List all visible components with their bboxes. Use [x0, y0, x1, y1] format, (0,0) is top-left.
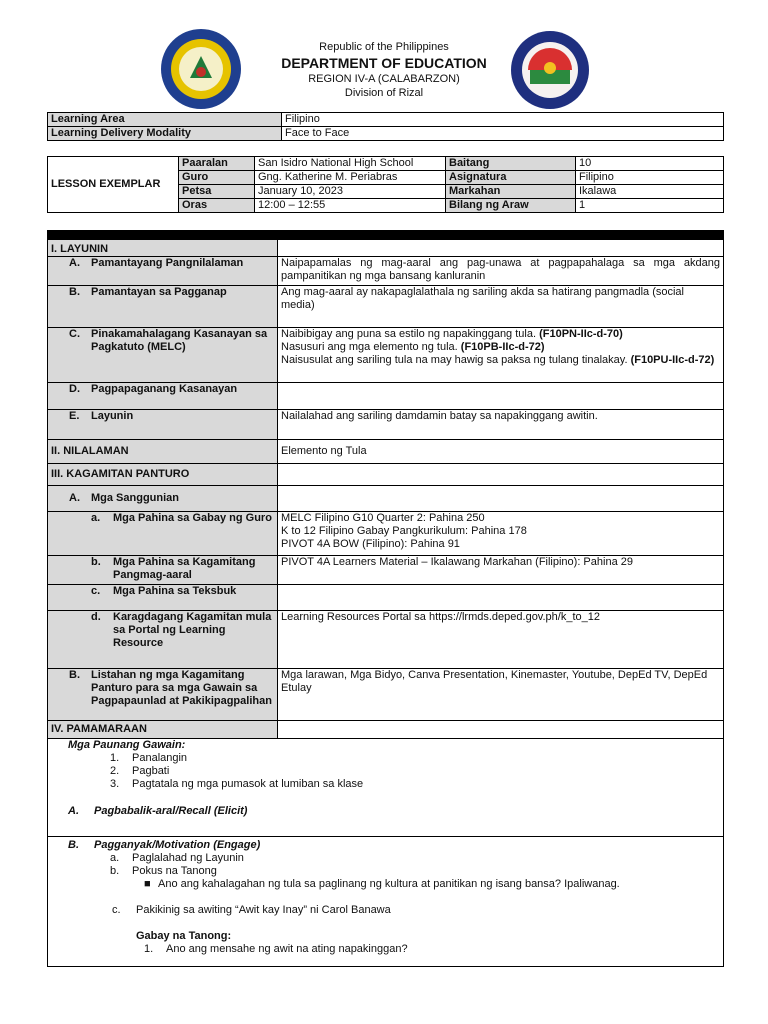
recall-heading: A. Pagbabalik-aral/Recall (Elicit) — [68, 805, 248, 817]
paunang-gawain-cell: Mga Paunang Gawain: 1. Panalangin 2. Pagbati 3. Pagtatala ng mga pumasok at lumiban sa klase A. Pagbabalik-aral/Recall (Elicit) — [48, 739, 724, 837]
row-b-label: B. Pamantayan sa Pagganap — [48, 286, 278, 328]
department-line: DEPARTMENT OF EDUCATION — [281, 55, 487, 71]
learning-area-value: Filipino — [282, 113, 724, 127]
list-item: Pagbati — [132, 765, 170, 777]
gabay-guro-label: a. Mga Pahina sa Gabay ng Guro — [48, 512, 278, 556]
portal-value: Learning Resources Portal sa https://lrmds.deped.gov.ph/k_to_12 — [278, 611, 724, 669]
row-b-value: Ang mag-aaral ay nakapaglalathala ng sariling akda sa hatirang pangmadla (social media) — [278, 286, 724, 328]
main-lesson-table — [47, 230, 724, 967]
listahan-label: B. Listahan ng mga Kagamitang Panturo para sa mga Gawain sa Pagpapaunlad at Pakikipagpalihan — [48, 669, 278, 721]
teksbuk-label: c. Mga Pahina sa Teksbuk — [48, 585, 278, 611]
bullet-icon: ■ — [144, 878, 151, 890]
kagamitan-heading: III. KAGAMITAN PANTURO — [48, 464, 278, 486]
lesson-info-table — [47, 156, 724, 213]
list-item: Ano ang mensahe ng awit na ating napakinggan? — [166, 943, 408, 955]
info-value: San Isidro National High School — [255, 157, 446, 171]
row-c-value: Naibibigay ang puna sa estilo ng napakinggang tula. (F10PN-IIc-d-70) Nasusuri ang mga elemento ng tula. (F10PB-IIc-d-72) Naisusulat ang sariling tula na may hawig sa paksa ng tulang tinalakay. (F10PU-IIc-d-72) — [278, 328, 724, 383]
info-value: January 10, 2023 — [255, 185, 446, 199]
list-item: Panalangin — [132, 752, 188, 764]
list-item: Pakikinig sa awiting “Awit kay Inay” ni Carol Banawa — [136, 904, 391, 916]
modality-label: Learning Delivery Modality — [48, 127, 282, 141]
gabay-tanong-heading: Gabay na Tanong: — [136, 930, 232, 942]
info-label: Paaralan — [179, 157, 255, 171]
portal-label: d. Karagdagang Kagamitan mula sa Portal ng Learning Resource — [48, 611, 278, 669]
row-e-value: Nailalahad ang sariling damdamin batay sa napakinggang awitin. — [278, 410, 724, 440]
gabay-guro-value: MELC Filipino G10 Quarter 2: Pahina 250 K to 12 Filipino Gabay Pangkurikulum: Pahina 178 PIVOT 4A BOW (Filipino): Pahina 91 — [278, 512, 724, 556]
list-item: Pagtatala ng mga pumasok at lumiban sa klase — [132, 778, 364, 790]
info-value: 10 — [576, 157, 724, 171]
layunin-heading: I. LAYUNIN — [48, 240, 278, 257]
header-bar — [48, 231, 724, 240]
row-c-label: C. Pinakamahalagang Kasanayan sa Pagkatuto (MELC) — [48, 328, 278, 383]
info-label: Asignatura — [446, 171, 576, 185]
region-line: REGION IV-A (CALABARZON) — [308, 73, 460, 85]
document-header — [0, 40, 768, 100]
modality-value: Face to Face — [282, 127, 724, 141]
info-label: Bilang ng Araw — [446, 199, 576, 213]
republic-line: Republic of the Philippines — [319, 41, 449, 53]
motivation-heading: B. Pagganyak/Motivation (Engage) — [68, 839, 261, 851]
pamamaraan-heading: IV. PAMAMARAAN — [48, 721, 278, 739]
lesson-exemplar-title: LESSON EXEMPLAR — [48, 157, 179, 213]
kagamitang-mag-aaral-label: b. Mga Pahina sa Kagamitang Pangmag-aaral — [48, 556, 278, 585]
info-label: Petsa — [179, 185, 255, 199]
list-item: Pokus na Tanong — [132, 865, 217, 877]
row-e-label: E. Layunin — [48, 410, 278, 440]
info-value: Ikalawa — [576, 185, 724, 199]
info-value: Gng. Katherine M. Periabras — [255, 171, 446, 185]
pokus-question: Ano ang kahalagahan ng tula sa paglinang ng kultura at panitikan ng isang bansa? Ipaliwanag. — [158, 878, 620, 890]
row-a-value: Naipapamalas ng mag-aaral ang pag-unawa at pagpapahalaga sa mga akdang pampanitikan ng mga bansang kanluranin — [278, 257, 724, 286]
listahan-value: Mga larawan, Mga Bidyo, Canva Presentation, Kinemaster, Youtube, DepEd TV, DepEd Etulay — [278, 669, 724, 721]
list-item: Paglalahad ng Layunin — [132, 852, 244, 864]
info-label: Guro — [179, 171, 255, 185]
row-a-label: A. Pamantayang Pangnilalaman — [48, 257, 278, 286]
info-label: Baitang — [446, 157, 576, 171]
nilalaman-value: Elemento ng Tula — [278, 440, 724, 464]
paunang-gawain-heading: Mga Paunang Gawain: — [68, 739, 186, 751]
info-value: Filipino — [576, 171, 724, 185]
division-line: Division of Rizal — [344, 87, 424, 99]
nilalaman-heading: II. NILALAMAN — [48, 440, 278, 464]
learning-area-table — [47, 112, 724, 141]
info-value: 1 — [576, 199, 724, 213]
kagamitang-mag-aaral-value: PIVOT 4A Learners Material – Ikalawang Markahan (Filipino): Pahina 29 — [278, 556, 724, 585]
learning-area-label: Learning Area — [48, 113, 282, 127]
info-value: 12:00 – 12:55 — [255, 199, 446, 213]
info-label: Oras — [179, 199, 255, 213]
sanggunian-label: A. Mga Sanggunian — [48, 486, 278, 512]
row-d-label: D. Pagpapaganang Kasanayan — [48, 383, 278, 410]
pagganyak-cell: B. Pagganyak/Motivation (Engage) a. Paglalahad ng Layunin b. Pokus na Tanong ■ Ano ang kahalagahan ng tula sa paglinang ng kultura at panitikan ng isang bansa? Ipaliwanag. c. Pakikinig sa awiting “Awit kay Inay” ni Carol Banawa Gabay na Tanong: 1. Ano ang mensahe ng awit na ating napakinggan? — [48, 837, 724, 967]
info-label: Markahan — [446, 185, 576, 199]
